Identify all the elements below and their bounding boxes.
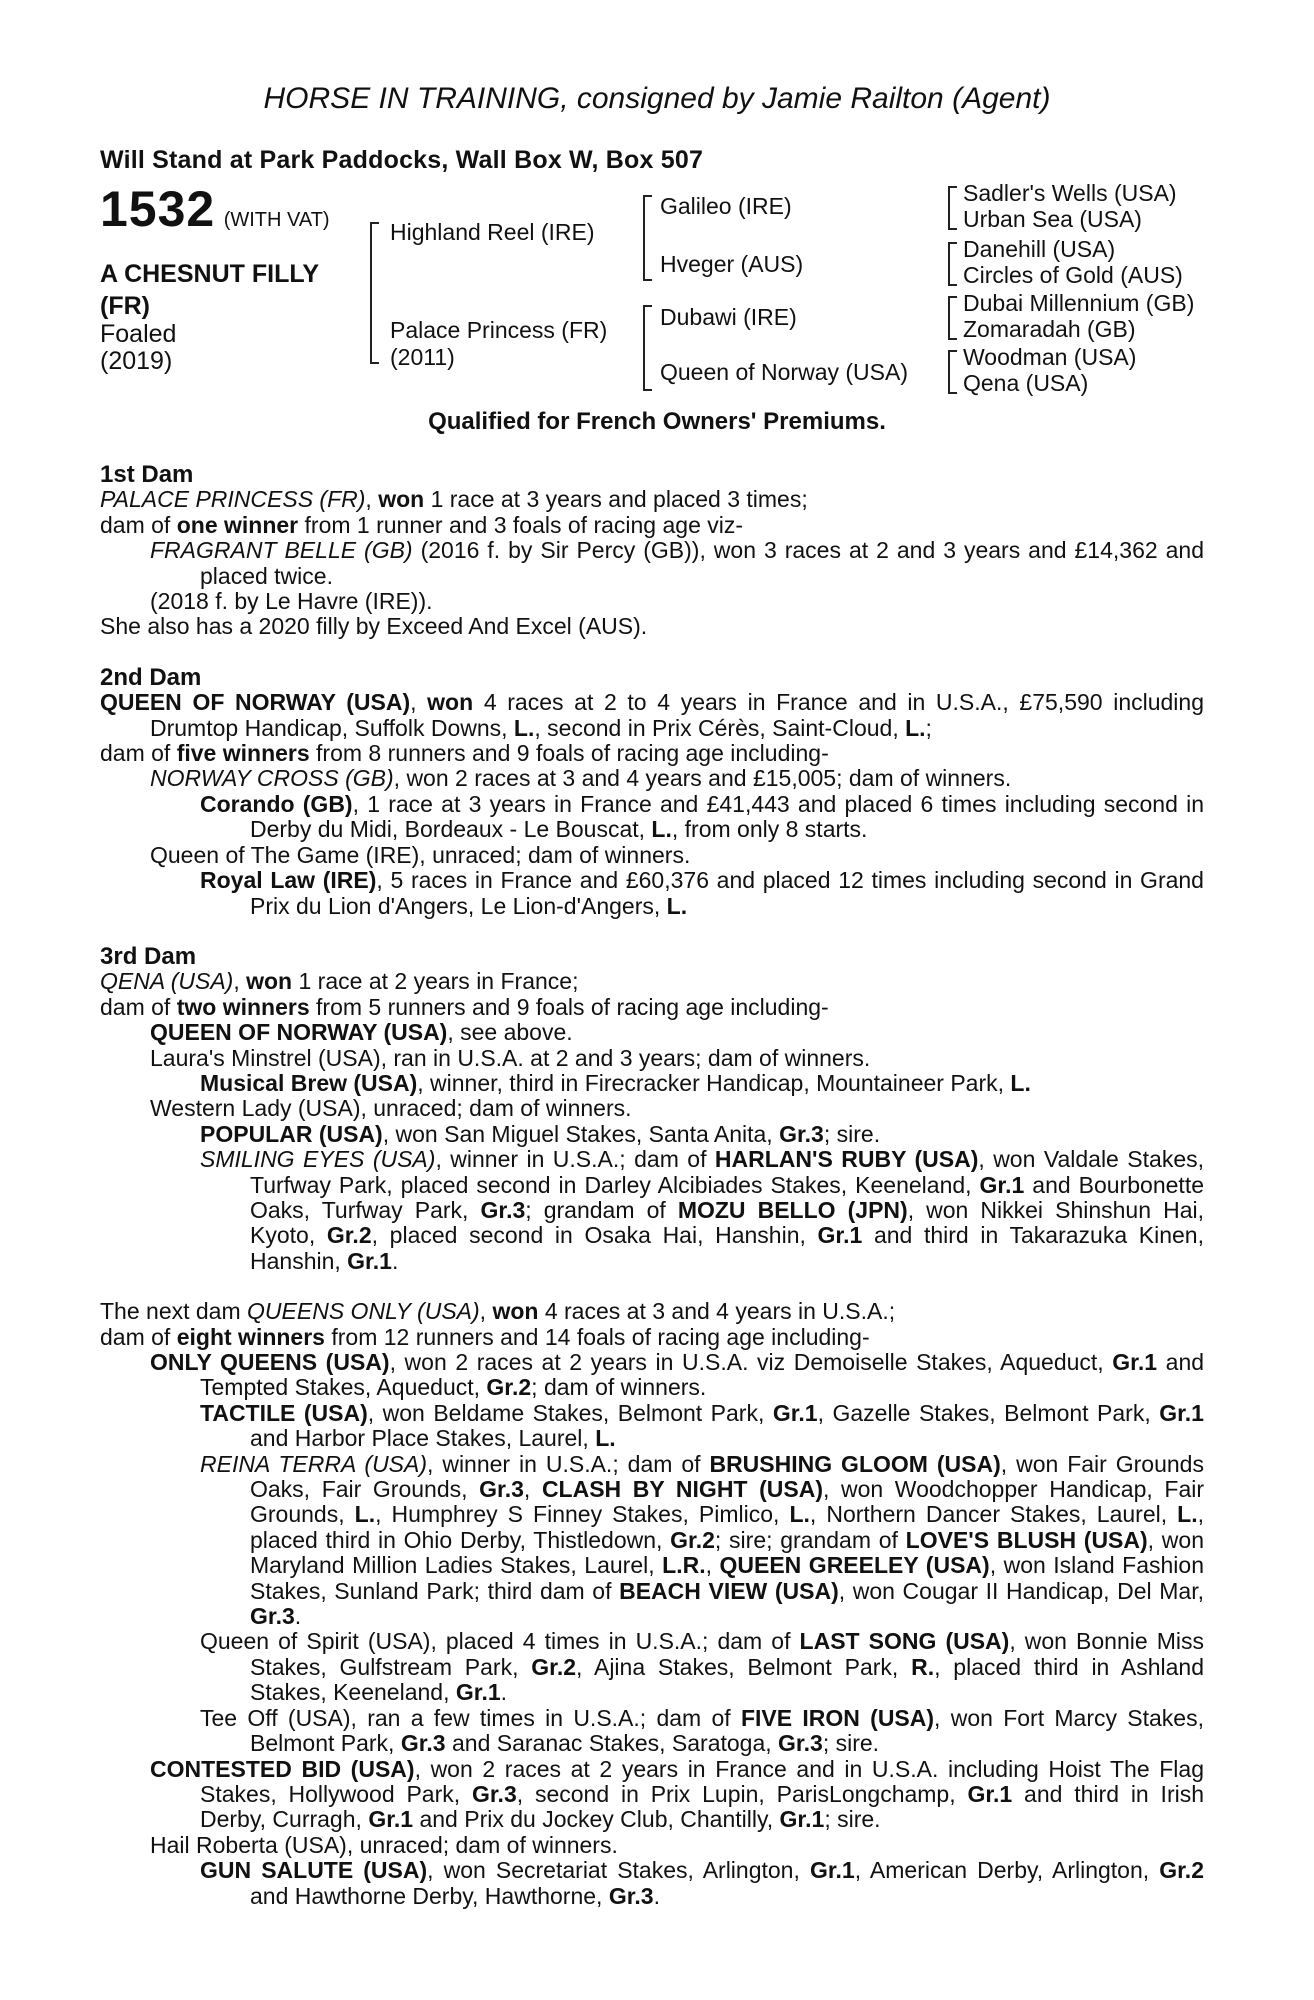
dam-produce-summary: dam of one winner from 1 runner and 3 foals of racing age viz- (100, 511, 744, 538)
foaled-label: Foaled (100, 320, 177, 348)
foaled-info (100, 321, 176, 375)
dam-entry: The next dam QUEENS ONLY (USA), won 4 races at 3 and 4 years in U.S.A.; (100, 1298, 896, 1325)
pedigree-dam-dam: Queen of Norway (USA) (660, 359, 908, 385)
produce-entry: SMILING EYES (USA), winner in U.S.A.; dam of HARLAN'S RUBY (USA), won Valdale Stakes, Turfway Park, placed second in Darley Alcibiades Stakes, Keeneland, Gr.1 and Bourbonette Oaks, Turfway Park, Gr.3; grandam of MOZU BELLO (JPN), won Nikkei Shinshun Hai, Kyoto, Gr.2, placed second in Osaka Hai, Hanshin, Gr.1 and third in Takarazuka Kinen, Hanshin, Gr.1. (200, 1146, 1204, 1274)
lot-number: 1532 (100, 181, 216, 237)
pedigree-brace-g2 (948, 242, 957, 286)
produce-entry: Musical Brew (USA), winner, third in Firecracker Handicap, Mountaineer Park, L. (200, 1069, 1031, 1096)
produce-entry: Laura's Minstrel (USA), ran in U.S.A. at 2 and 3 years; dam of winners. (150, 1044, 871, 1071)
produce-entry: Corando (GB), 1 race at 3 years in France and £41,443 and placed 6 times including second in Derby du Midi, Bordeaux - Le Bouscat, L., from only 8 starts. (200, 790, 1204, 843)
qualification-note: Qualified for French Owners' Premiums. (428, 408, 886, 435)
produce-entry: FRAGRANT BELLE (GB) (2016 f. by Sir Percy (GB)), won 3 races at 2 and 3 years and £14,362 and placed twice. (150, 537, 1205, 589)
dam-produce-summary: dam of two winners from 5 runners and 9 foals of racing age including- (100, 993, 829, 1020)
section-heading-3rd-dam: 3rd Dam (100, 942, 197, 970)
page-title: HORSE IN TRAINING, consigned by Jamie Railton (Agent) (263, 82, 1051, 115)
vat-label: (WITH VAT) (223, 209, 330, 231)
pedigree-dam-sire: Dubawi (IRE) (660, 304, 797, 330)
produce-entry: Tee Off (USA), ran a few times in U.S.A.; dam of FIVE IRON (USA), won Fort Marcy Stakes, Belmont Park, Gr.3 and Saranac Stakes, Saratoga, Gr.3; sire. (200, 1704, 1204, 1757)
dam-entry: QUEEN OF NORWAY (USA), won 4 races at 2 to 4 years in France and in U.S.A., £75,590 including Drumtop Handicap, Suffolk Downs, L., second in Prix Cérès, Saint-Cloud, L.; (100, 689, 1205, 741)
produce-entry: GUN SALUTE (USA), won Secretariat Stakes, Arlington, Gr.1, American Derby, Arlington, Gr.2 and Hawthorne Derby, Hawthorne, Gr.3. (200, 1857, 1204, 1909)
stand-location: Will Stand at Park Paddocks, Wall Box W, Box 507 (100, 146, 704, 174)
pedigree-sire-dam: Hveger (AUS) (660, 251, 804, 277)
produce-entry: Hail Roberta (USA), unraced; dam of winners. (150, 1831, 618, 1858)
dam-entry: QENA (USA), won 1 race at 2 years in France; (100, 968, 579, 995)
pedigree-brace-dam (643, 305, 652, 391)
dam-produce-summary: dam of five winners from 8 runners and 9 foals of racing age including- (100, 740, 829, 767)
pedigree-dam-year: (2011) (390, 344, 455, 370)
pedigree-sire-sire: Galileo (IRE) (660, 193, 792, 219)
pedigree-g5: Dubai Millennium (GB) (963, 290, 1195, 316)
produce-entry: REINA TERRA (USA), winner in U.S.A.; dam of BRUSHING GLOOM (USA), won Fair Grounds Oaks, Fair Grounds, Gr.3, CLASH BY NIGHT (USA), won Woodchopper Handicap, Fair Grounds, L., Humphrey S Finney Stakes, Pimlico, L., Northern Dancer Stakes, Laurel, L., placed third in Ohio Derby, Thistledown, Gr.2; sire; grandam of LOVE'S BLUSH (USA), won Maryland Million Ladies Stakes, Laurel, L.R., QUEEN GREELEY (USA), won Island Fashion Stakes, Sunland Park; third dam of BEACH VIEW (USA), won Cougar II Handicap, Del Mar, Gr.3. (200, 1450, 1205, 1630)
section-heading-2nd-dam: 2nd Dam (100, 663, 202, 691)
produce-entry: TACTILE (USA), won Beldame Stakes, Belmont Park, Gr.1, Gazelle Stakes, Belmont Park, Gr.1 and Harbor Place Stakes, Laurel, L. (200, 1399, 1204, 1452)
horse-line-1: A CHESNUT FILLY (100, 260, 319, 288)
pedigree-brace-g3 (948, 296, 957, 340)
produce-entry: (2018 f. by Le Havre (IRE)). (150, 588, 433, 615)
produce-entry: NORWAY CROSS (GB), won 2 races at 3 and 4 years and £15,005; dam of winners. (150, 765, 1012, 792)
horse-line-2: (FR) (100, 292, 150, 320)
produce-entry: Queen of Spirit (USA), placed 4 times in U.S.A.; dam of LAST SONG (USA), won Bonnie Miss Stakes, Gulfstream Park, Gr.2, Ajina Stakes, Belmont Park, R., placed third in Ashland Stakes, Keeneland, Gr.1. (200, 1628, 1204, 1706)
dam-note: She also has a 2020 filly by Exceed And Excel (AUS). (100, 613, 648, 640)
pedigree-g8: Qena (USA) (963, 370, 1089, 396)
lot-block (100, 180, 330, 238)
catalogue-body (100, 462, 1204, 1909)
pedigree-brace-main (370, 222, 379, 364)
produce-entry: Royal Law (IRE), 5 races in France and £60,376 and placed 12 times including second in Grand Prix du Lion d'Angers, Le Lion-d'Angers, L. (200, 867, 1204, 919)
pedigree-g1: Sadler's Wells (USA) (963, 180, 1177, 206)
produce-entry: ONLY QUEENS (USA), won 2 races at 2 years in U.S.A. viz Demoiselle Stakes, Aqueduct, Gr.1 and Tempted Stakes, Aqueduct, Gr.2; dam of winners. (150, 1349, 1205, 1401)
produce-entry: POPULAR (USA), won San Miguel Stakes, Santa Anita, Gr.3; sire. (200, 1120, 881, 1147)
pedigree-g2: Urban Sea (USA) (963, 206, 1142, 232)
pedigree-brace-g4 (948, 350, 957, 394)
pedigree-g3: Danehill (USA) (963, 236, 1116, 262)
pedigree-g4: Circles of Gold (AUS) (963, 262, 1183, 288)
pedigree-g7: Woodman (USA) (963, 344, 1137, 370)
pedigree-dam: Palace Princess (FR) (390, 317, 608, 343)
produce-entry: QUEEN OF NORWAY (USA), see above. (150, 1019, 573, 1046)
produce-entry: Western Lady (USA), unraced; dam of winners. (150, 1095, 632, 1122)
foaled-year: (2019) (100, 347, 173, 375)
pedigree-brace-g1 (948, 186, 957, 230)
dam-produce-summary: dam of eight winners from 12 runners and 14 foals of racing age including- (100, 1323, 870, 1350)
pedigree-g6: Zomaradah (GB) (963, 316, 1136, 342)
horse-description (100, 258, 380, 322)
pedigree-sire: Highland Reel (IRE) (390, 219, 595, 245)
section-heading-1st-dam: 1st Dam (100, 461, 194, 488)
dam-entry: PALACE PRINCESS (FR), won 1 race at 3 years and placed 3 times; (100, 486, 808, 513)
produce-entry: CONTESTED BID (USA), won 2 races at 2 years in France and in U.S.A. including Hoist The Flag Stakes, Hollywood Park, Gr.3, second in Prix Lupin, ParisLongchamp, Gr.1 and third in Irish Derby, Curragh, Gr.1 and Prix du Jockey Club, Chantilly, Gr.1; sire. (150, 1755, 1204, 1833)
produce-entry: Queen of The Game (IRE), unraced; dam of winners. (150, 841, 691, 868)
pedigree-brace-sire (643, 195, 652, 281)
